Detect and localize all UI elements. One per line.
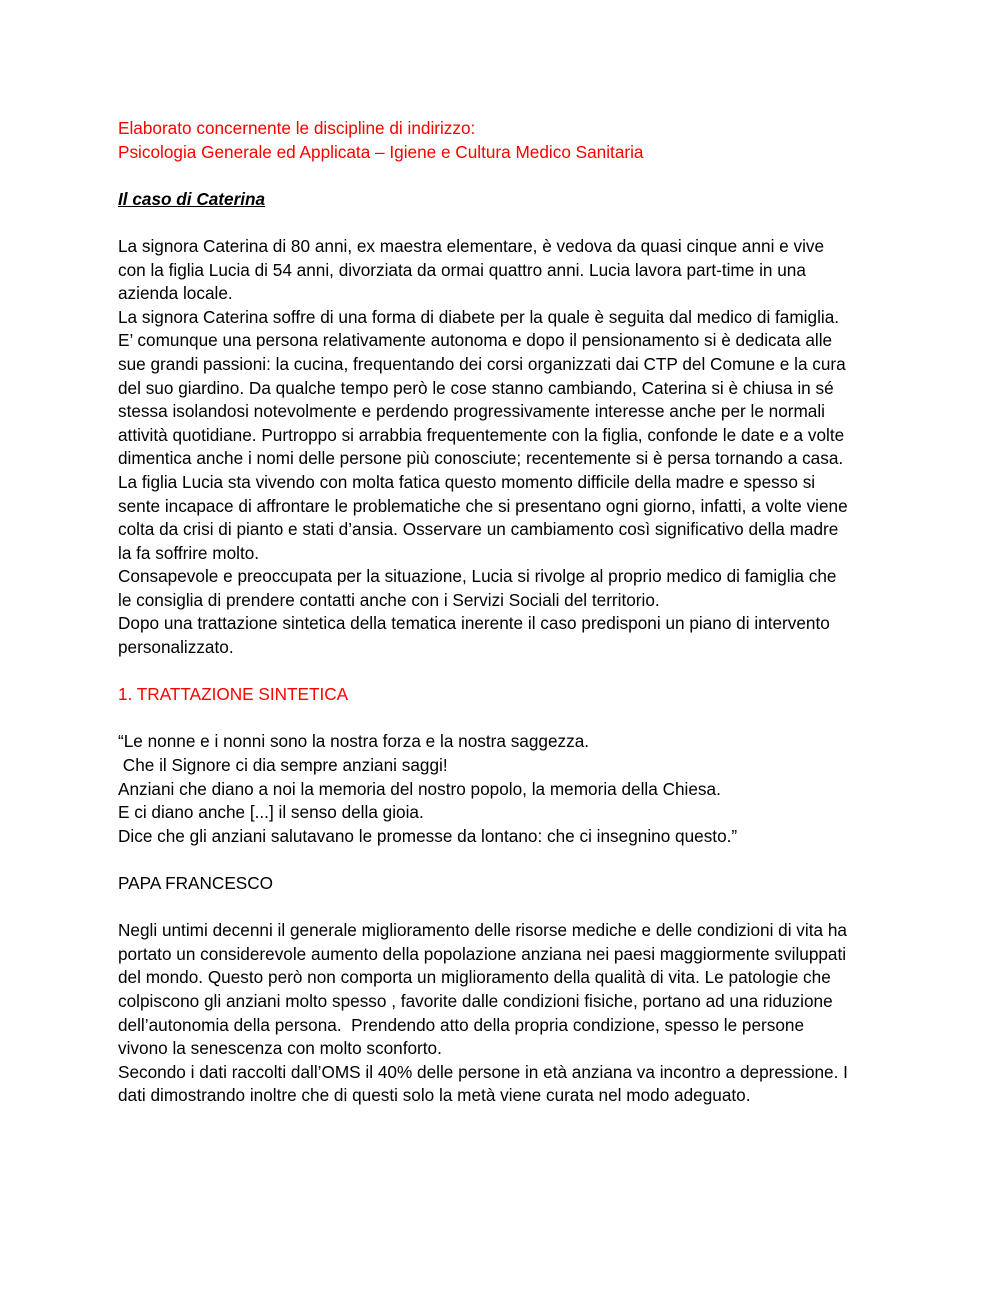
body-paragraph bbox=[118, 919, 888, 1108]
case-line: attività quotidiane. Purtroppo si arrabbia frequentemente con la figlia, confonde le date e a volte bbox=[118, 424, 845, 445]
body-line: Secondo i dati raccolti dall’OMS il 40% delle persone in età anziana va incontro a depressione. I bbox=[118, 1061, 848, 1082]
quote-line: “Le nonne e i nonni sono la nostra forza e la nostra saggezza. bbox=[118, 731, 590, 752]
case-line: con la figlia Lucia di 54 anni, divorziata da ormai quattro anni. Lucia lavora part-time in una bbox=[118, 259, 806, 280]
spacer bbox=[118, 896, 888, 920]
document-page bbox=[118, 117, 888, 1108]
spacer bbox=[118, 211, 888, 235]
case-line: personalizzato. bbox=[118, 637, 234, 658]
case-line: stessa isolandosi notevolmente e perdendo progressivamente interesse anche per le normali bbox=[118, 401, 826, 422]
spacer bbox=[118, 660, 888, 684]
quote-line: Dice che gli anziani salutavano le promesse da lontano: che ci insegnino questo.” bbox=[118, 825, 738, 846]
case-line: le consiglia di prendere contatti anche con i Servizi Sociali del territorio. bbox=[118, 589, 660, 610]
body-line: portato un considerevole aumento della popolazione anziana nei paesi maggiormente sviluppati bbox=[118, 943, 847, 964]
case-line: La figlia Lucia sta vivendo con molta fatica questo momento difficile della madre e spesso si bbox=[118, 471, 816, 492]
body-line: dell’autonomia della persona. Prendendo atto della propria condizione, spesso le persone bbox=[118, 1014, 805, 1035]
spacer bbox=[118, 848, 888, 872]
case-line: la fa soffrire molto. bbox=[118, 542, 260, 563]
case-line: Dopo una trattazione sintetica della tematica inerente il caso predisponi un piano di intervento bbox=[118, 613, 830, 634]
section-1-heading: 1. TRATTAZIONE SINTETICA bbox=[118, 684, 349, 705]
case-line: Consapevole e preoccupata per la situazione, Lucia si rivolge al proprio medico di famiglia che bbox=[118, 566, 837, 587]
case-line: azienda locale. bbox=[118, 283, 233, 304]
case-line: sente incapace di affrontare le problematiche che si presentano ogni giorno, infatti, a volte viene bbox=[118, 495, 848, 516]
case-line: E’ comunque una persona relativamente autonoma e dopo il pensionamento si è dedicata alle bbox=[118, 330, 833, 351]
case-line: del suo giardino. Da qualche tempo però le cose stanno cambiando, Caterina si è chiusa in sé bbox=[118, 377, 834, 398]
case-line: colta da crisi di pianto e stati d’ansia. Osservare un cambiamento così significativo della madre bbox=[118, 519, 839, 540]
quote-line: E ci diano anche [...] il senso della gioia. bbox=[118, 802, 424, 823]
quote-line: Anziani che diano a noi la memoria del nostro popolo, la memoria della Chiesa. bbox=[118, 778, 721, 799]
quote-author: PAPA FRANCESCO bbox=[118, 873, 274, 893]
body-line: dati dimostrando inoltre che di questi solo la metà viene curata nel modo adeguato. bbox=[118, 1085, 751, 1106]
header-line-1: Elaborato concernente le discipline di indirizzo: bbox=[118, 118, 476, 138]
case-line: sue grandi passioni: la cucina, frequentando dei corsi organizzati dai CTP del Comune e la cura bbox=[118, 353, 846, 374]
quote-line: Che il Signore ci dia sempre anziani saggi! bbox=[118, 755, 448, 776]
spacer bbox=[118, 707, 888, 731]
case-description bbox=[118, 235, 888, 660]
body-line: vivono la senescenza con molto sconforto. bbox=[118, 1038, 442, 1059]
header-line-2: Psicologia Generale ed Applicata – Igiene e Cultura Medico Sanitaria bbox=[118, 141, 644, 162]
case-line: La signora Caterina soffre di una forma di diabete per la quale è seguita dal medico di famiglia. bbox=[118, 306, 840, 327]
body-line: Negli untimi decenni il generale miglioramento delle risorse mediche e delle condizioni di vita ha bbox=[118, 920, 847, 941]
case-line: dimentica anche i nomi delle persone più conosciute; recentemente si è persa tornando a casa. bbox=[118, 448, 844, 469]
pope-quote bbox=[118, 730, 888, 848]
spacer bbox=[118, 164, 888, 188]
case-line: La signora Caterina di 80 anni, ex maestra elementare, è vedova da quasi cinque anni e vive bbox=[118, 235, 825, 256]
body-line: colpiscono gli anziani molto spesso , favorite dalle condizioni fisiche, portano ad una riduzione bbox=[118, 990, 833, 1011]
body-line: del mondo. Questo però non comporta un miglioramento della qualità di vita. Le patologie che bbox=[118, 967, 831, 988]
case-title: Il caso di Caterina bbox=[118, 188, 266, 209]
